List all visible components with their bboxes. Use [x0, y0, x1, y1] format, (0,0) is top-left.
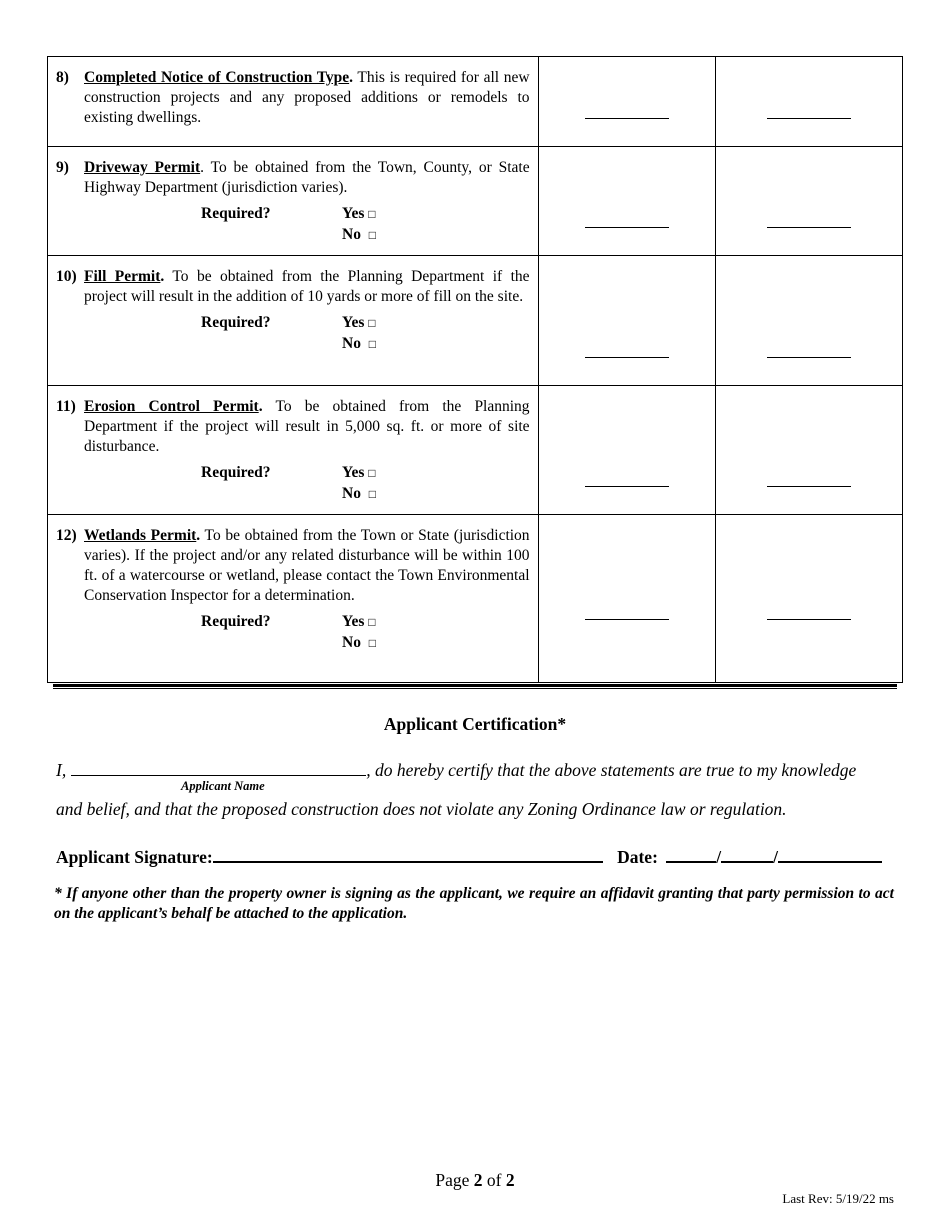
- fill-in-line[interactable]: [585, 118, 669, 119]
- status-cell-2[interactable]: [715, 57, 902, 147]
- item-description-cell: [48, 515, 539, 683]
- fill-in-line[interactable]: [585, 619, 669, 620]
- signature-row: [56, 843, 882, 868]
- required-selector: [84, 462, 530, 504]
- yes-checkbox[interactable]: □: [368, 466, 376, 480]
- no-checkbox[interactable]: □: [368, 337, 376, 351]
- signature-field[interactable]: [213, 843, 603, 863]
- certification-statement-line2: and belief, and that the proposed construction does not violate any Zoning Ordinance law or regulation.: [56, 799, 787, 819]
- table-row: [48, 147, 903, 256]
- no-label: No: [342, 485, 361, 502]
- required-label: Required?: [201, 314, 271, 331]
- affidavit-footnote: * If anyone other than the property owner is signing as the applicant, we require an affidavit granting that party permission to act on the applicant’s behalf be attached to the application.: [54, 885, 894, 922]
- status-cell-1[interactable]: [538, 256, 715, 386]
- fill-in-line[interactable]: [767, 619, 851, 620]
- fill-in-line[interactable]: [767, 357, 851, 358]
- yes-label: Yes: [342, 464, 365, 481]
- no-label: No: [342, 226, 361, 243]
- date-year-field[interactable]: [778, 843, 882, 863]
- status-cell-1[interactable]: [538, 147, 715, 256]
- item-text: To be obtained from the Planning Department if the project will result in the addition of 10 yards or more of fill on the site.: [84, 268, 530, 305]
- page-current: 2: [473, 1170, 483, 1190]
- applicant-name-caption: Applicant Name: [181, 779, 265, 793]
- status-cell-1[interactable]: [538, 57, 715, 147]
- revision-note: Last Rev: 5/19/22 ms: [782, 1191, 894, 1206]
- required-yes-option[interactable]: [342, 462, 376, 484]
- table-row: [48, 256, 903, 386]
- item-title: Completed Notice of Construction Type: [84, 69, 350, 86]
- yes-label: Yes: [342, 205, 365, 222]
- item-number: 11): [56, 398, 76, 415]
- item-title-period: .: [349, 69, 354, 86]
- date-separator: /: [773, 847, 779, 867]
- fill-in-line[interactable]: [767, 227, 851, 228]
- certification-suffix: , do hereby certify that the above statements are true to my knowledge: [366, 760, 857, 780]
- item-title-period: .: [200, 159, 205, 176]
- table-row: [48, 57, 903, 147]
- yes-label: Yes: [342, 613, 365, 630]
- page-word: Page: [435, 1170, 470, 1190]
- required-yes-option[interactable]: [342, 611, 376, 633]
- status-cell-2[interactable]: [715, 386, 902, 515]
- no-label: No: [342, 335, 361, 352]
- table-row: [48, 386, 903, 515]
- required-no-option[interactable]: [342, 333, 376, 355]
- item-title: Wetlands Permit: [84, 527, 197, 544]
- fill-in-line[interactable]: [767, 486, 851, 487]
- page-number: [0, 1170, 950, 1191]
- required-no-option[interactable]: [342, 224, 376, 246]
- status-cell-2[interactable]: [715, 256, 902, 386]
- required-selector: [84, 203, 530, 245]
- page-total: 2: [505, 1170, 515, 1190]
- item-number: 9): [56, 159, 69, 176]
- certification-statement-line1: [56, 757, 856, 781]
- required-no-option[interactable]: [342, 483, 376, 505]
- yes-checkbox[interactable]: □: [368, 316, 376, 330]
- required-label: Required?: [201, 205, 271, 222]
- item-title-period: .: [160, 268, 165, 285]
- item-description-cell: [48, 57, 539, 147]
- item-title: Erosion Control Permit: [84, 398, 259, 415]
- fill-in-line[interactable]: [767, 118, 851, 119]
- no-checkbox[interactable]: □: [368, 487, 376, 501]
- fill-in-line[interactable]: [585, 357, 669, 358]
- status-cell-1[interactable]: [538, 515, 715, 683]
- item-text: To be obtained from the Town, County, or State Highway Department (jurisdiction varies).: [84, 159, 530, 196]
- page-of: of: [486, 1170, 502, 1190]
- item-text: To be obtained from the Town or State (jurisdiction varies). If the project and/or any related disturbance will be within 100 ft. of a watercourse or wetland, please contact the Town Environmental Conservation Inspector for a determination.: [84, 527, 530, 604]
- no-label: No: [342, 634, 361, 651]
- status-cell-2[interactable]: [715, 515, 902, 683]
- item-title: Fill Permit: [84, 268, 161, 285]
- item-description-cell: [48, 147, 539, 256]
- required-label: Required?: [201, 613, 271, 630]
- section-divider: [53, 684, 897, 689]
- item-number: 8): [56, 69, 69, 86]
- item-number: 12): [56, 527, 77, 544]
- applicant-name-field[interactable]: [71, 757, 366, 776]
- signature-label: Applicant Signature:: [56, 847, 213, 867]
- fill-in-line[interactable]: [585, 486, 669, 487]
- status-cell-1[interactable]: [538, 386, 715, 515]
- certification-heading: Applicant Certification*: [383, 714, 567, 734]
- yes-checkbox[interactable]: □: [368, 207, 376, 221]
- date-month-field[interactable]: [666, 843, 716, 863]
- date-label: Date:: [617, 847, 658, 867]
- no-checkbox[interactable]: □: [368, 228, 376, 242]
- no-checkbox[interactable]: □: [368, 636, 376, 650]
- item-text: To be obtained from the Planning Department if the project will result in 5,000 sq. ft. or more of site disturbance.: [84, 398, 530, 455]
- item-description-cell: [48, 386, 539, 515]
- permit-checklist-table: [47, 56, 903, 683]
- date-separator: /: [716, 847, 722, 867]
- date-day-field[interactable]: [721, 843, 773, 863]
- status-cell-2[interactable]: [715, 147, 902, 256]
- required-selector: [84, 312, 530, 354]
- required-yes-option[interactable]: [342, 203, 376, 225]
- required-selector: [84, 611, 530, 653]
- item-title: Driveway Permit: [84, 159, 201, 176]
- yes-label: Yes: [342, 314, 365, 331]
- item-title-period: .: [258, 398, 263, 415]
- item-description-cell: [48, 256, 539, 386]
- item-title-period: .: [196, 527, 201, 544]
- fill-in-line[interactable]: [585, 227, 669, 228]
- required-label: Required?: [201, 464, 271, 481]
- required-no-option[interactable]: [342, 632, 376, 654]
- yes-checkbox[interactable]: □: [368, 615, 376, 629]
- item-text: This is required for all new construction projects and any proposed additions or remodels to existing dwellings.: [84, 69, 530, 126]
- certification-prefix: I,: [56, 760, 67, 780]
- required-yes-option[interactable]: [342, 312, 376, 334]
- item-number: 10): [56, 268, 77, 285]
- table-row: [48, 515, 903, 683]
